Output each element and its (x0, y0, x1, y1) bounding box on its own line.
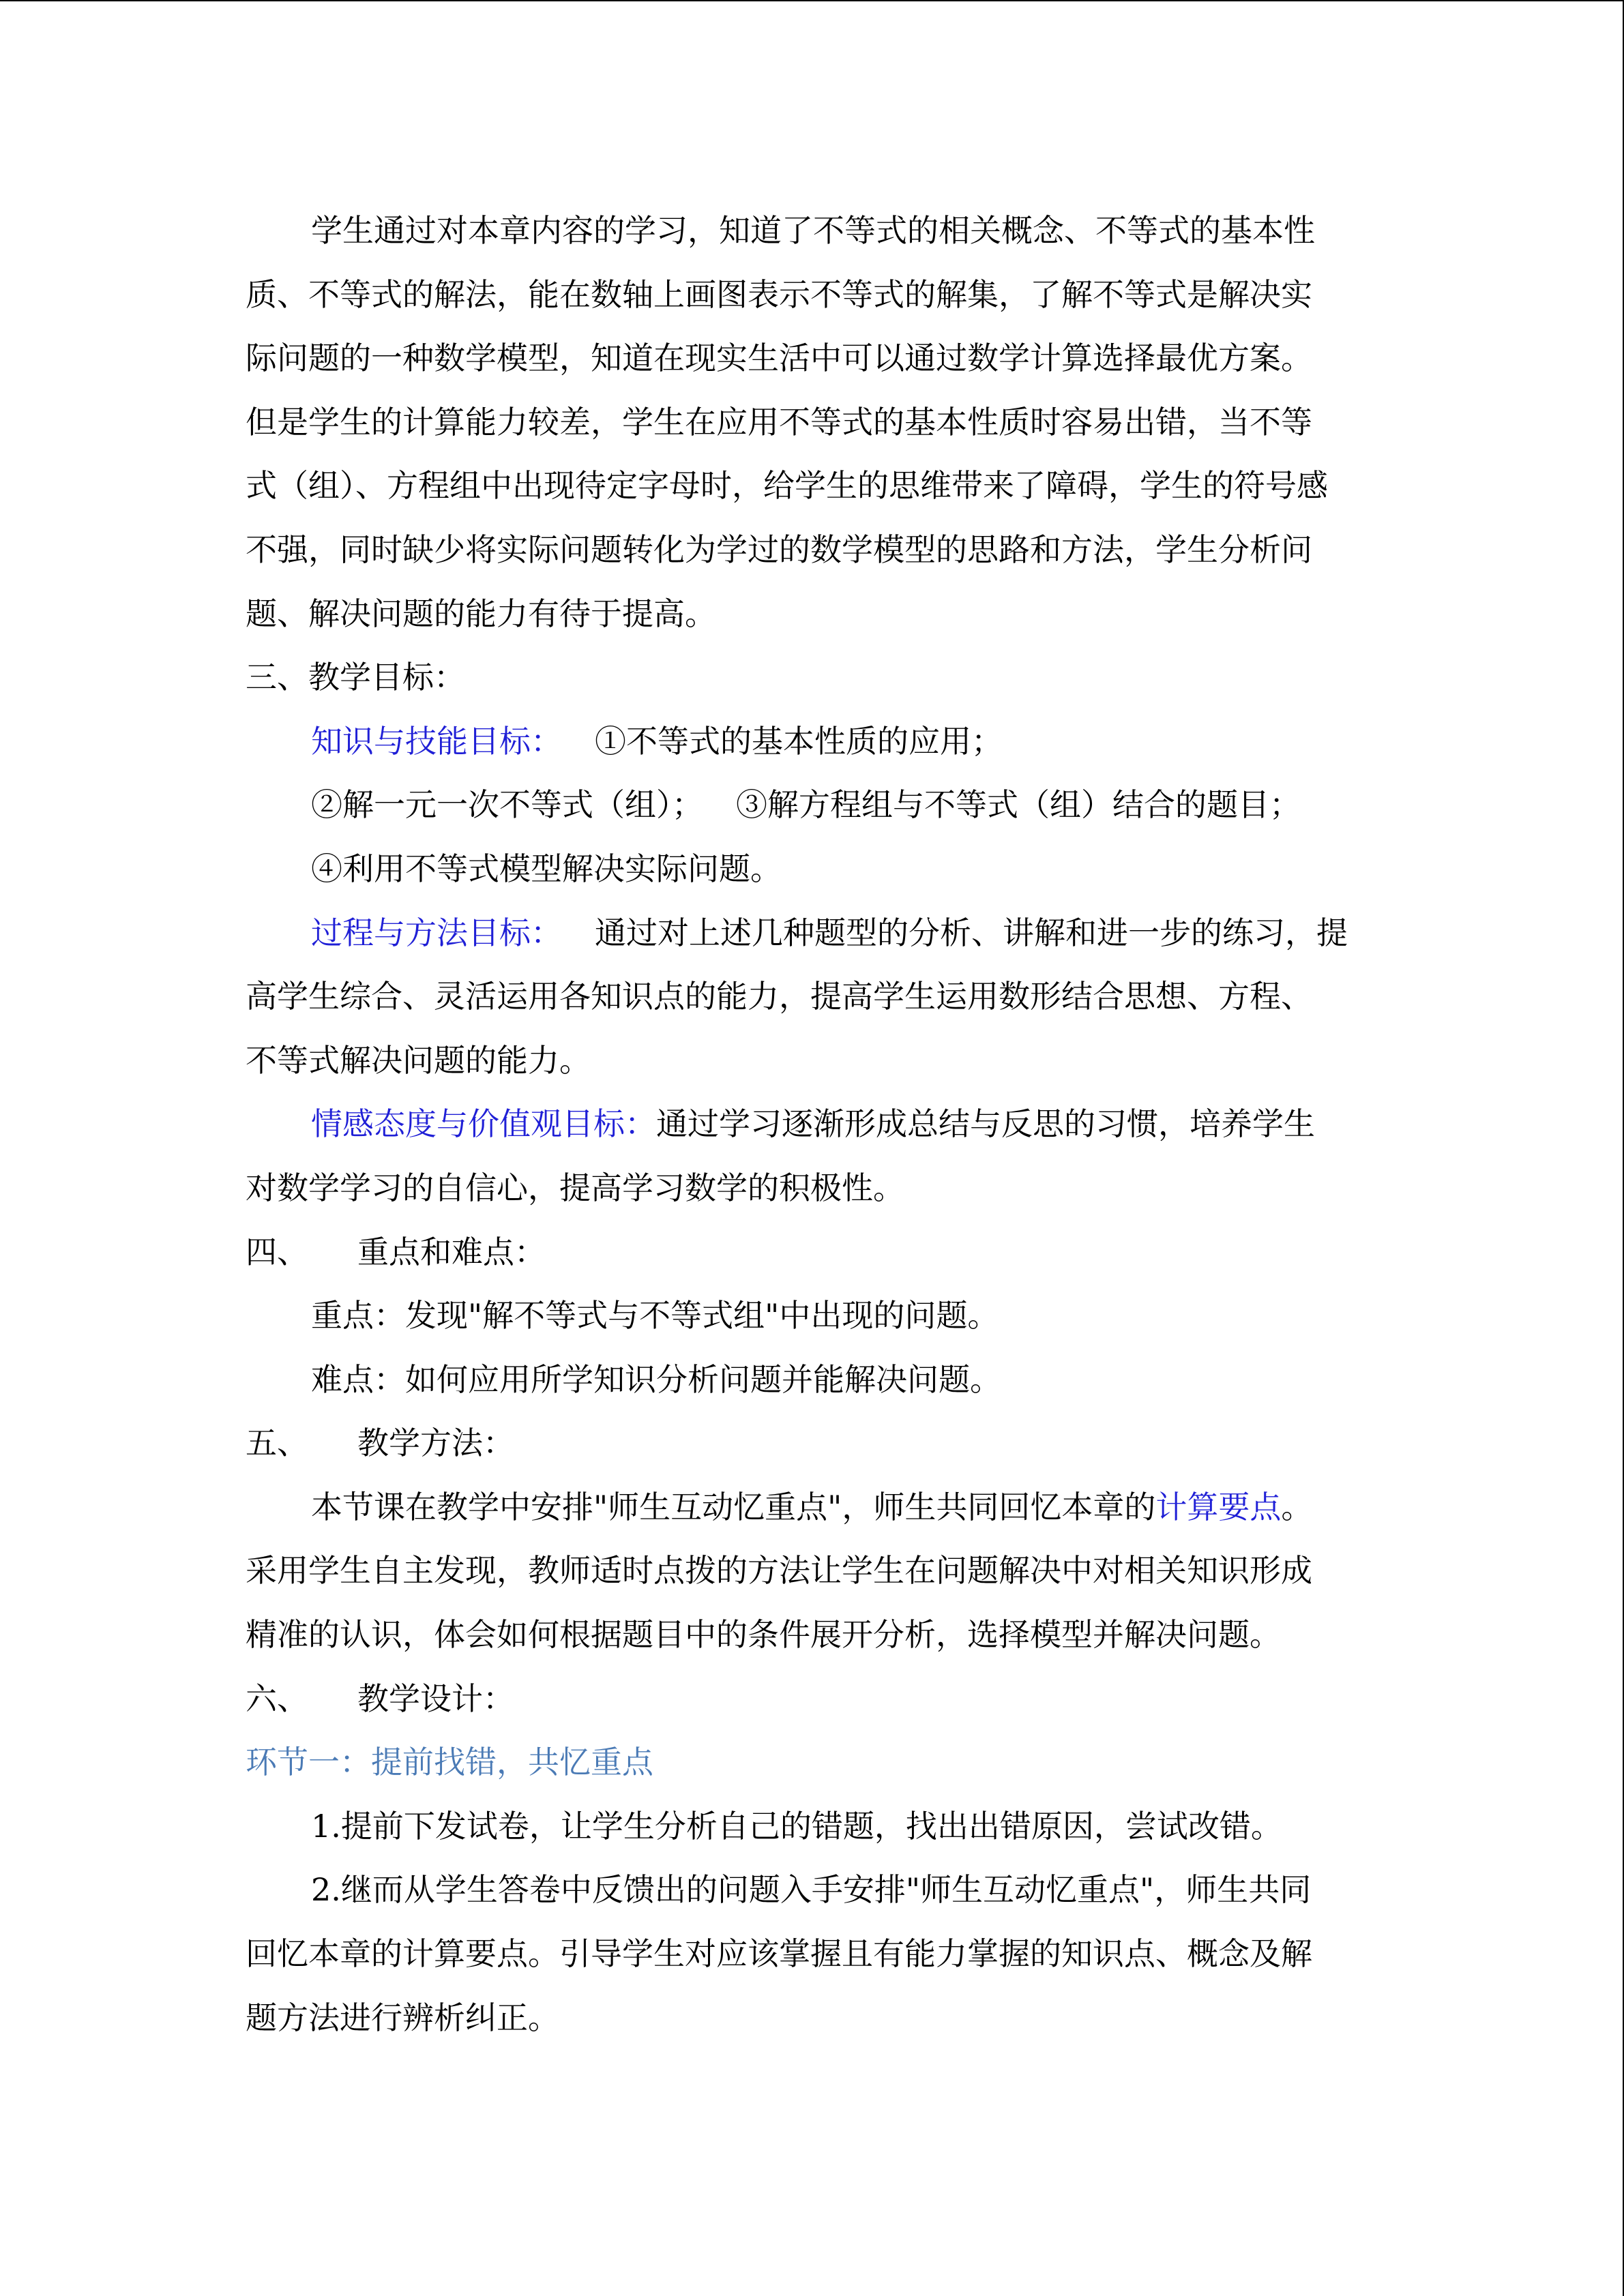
process-goal-label: 过程与方法目标： (311, 914, 562, 951)
method-text-1-end: 。 (1281, 1488, 1313, 1525)
process-goal-text-1: 通过对上述几种题型的分析、讲解和进一步的练习，提 (595, 914, 1348, 951)
intro-line-4: 但是学生的计算能力较差，学生在应用不等式的基本性质时容易出错，当不等 (246, 403, 1312, 441)
section-4-heading (246, 1221, 1378, 1285)
section-5-number: 五、 (246, 1425, 308, 1462)
knowledge-goal-item-4: ④利用不等式模型解决实际问题。 (311, 850, 782, 887)
calc-key-points-link[interactable]: 计算要点 (1155, 1488, 1282, 1525)
intro-line-1: 学生通过对本章内容的学习，知道了不等式的相关概念、不等式的基本性 (311, 212, 1315, 249)
emotion-goal-text-2: 对数学学习的自信心，提高学习数学的积极性。 (246, 1169, 904, 1206)
knowledge-goal-label: 知识与技能目标： (311, 722, 562, 760)
emotion-goal-line (246, 1092, 1378, 1157)
intro-line-3: 际问题的一种数学模型，知道在现实生活中可以通过数学计算选择最优方案。 (246, 340, 1312, 377)
section-6-number: 六、 (246, 1680, 308, 1717)
knowledge-goal-item-2: ②解一元一次不等式（组）； (311, 786, 703, 824)
intro-line-7: 题、解决问题的能力有待于提高。 (246, 595, 716, 632)
section-6-heading (246, 1667, 1378, 1731)
section-4-number: 四、 (246, 1233, 308, 1270)
emotion-goal-label: 情感态度与价值观目标： (311, 1105, 656, 1143)
design-item-2-line-3: 题方法进行辨析纠正。 (246, 1999, 559, 2036)
emotion-goal-text-1: 通过学习逐渐形成总结与反思的习惯，培养学生 (656, 1105, 1315, 1143)
design-item-2-line-2: 回忆本章的计算要点。引导学生对应该掌握且有能力掌握的知识点、概念及解 (246, 1935, 1312, 1973)
difficult-point: 难点：如何应用所学知识分析问题并能解决问题。 (311, 1360, 1001, 1398)
design-item-2-line-1: 2.继而从学生答卷中反馈出的问题入手安排"师生互动忆重点"，师生共同 (311, 1871, 1312, 1909)
process-goal-text-2: 高学生综合、灵活运用各知识点的能力，提高学生运用数形结合思想、方程、 (246, 978, 1312, 1015)
section-4-title: 重点和难点： (357, 1233, 546, 1270)
process-goal-line (246, 901, 1378, 966)
intro-line-6: 不强，同时缺少将实际问题转化为学过的数学模型的思路和方法，学生分析问 (246, 531, 1312, 568)
design-item-1: 1.提前下发试卷，让学生分析自己的错题，找出出错原因，尝试改错。 (311, 1807, 1282, 1845)
knowledge-goal-item-1: ①不等式的基本性质的应用； (595, 722, 1003, 760)
process-goal-text-3: 不等式解决问题的能力。 (246, 1041, 591, 1079)
document-body (246, 199, 1378, 2050)
intro-line-2: 质、不等式的解法，能在数轴上画图表示不等式的解集，了解不等式是解决实 (246, 275, 1312, 313)
section-3-heading: 三、教学目标： (246, 659, 465, 696)
knowledge-goal-line (246, 710, 1378, 774)
method-line-3: 精准的认识，体会如何根据题目中的条件展开分析，选择模型并解决问题。 (246, 1616, 1281, 1654)
section-5-title: 教学方法： (357, 1425, 514, 1462)
stage-1-heading: 环节一：提前找错，共忆重点 (246, 1744, 653, 1781)
knowledge-goal-items-line (246, 773, 1378, 837)
knowledge-goal-item-3: ③解方程组与不等式（组）结合的题目； (736, 786, 1301, 824)
method-line-2: 采用学生自主发现，教师适时点拨的方法让学生在问题解决中对相关知识形成 (246, 1552, 1312, 1590)
key-point: 重点：发现"解不等式与不等式组"中出现的问题。 (311, 1297, 999, 1335)
method-line-1 (246, 1476, 1378, 1540)
section-6-title: 教学设计： (357, 1680, 514, 1717)
intro-line-5: 式（组）、方程组中出现待定字母时，给学生的思维带来了障碍，学生的符号感 (246, 467, 1328, 505)
method-text-1: 本节课在教学中安排"师生互动忆重点"，师生共同回忆本章的 (311, 1488, 1156, 1525)
section-5-heading (246, 1412, 1378, 1476)
